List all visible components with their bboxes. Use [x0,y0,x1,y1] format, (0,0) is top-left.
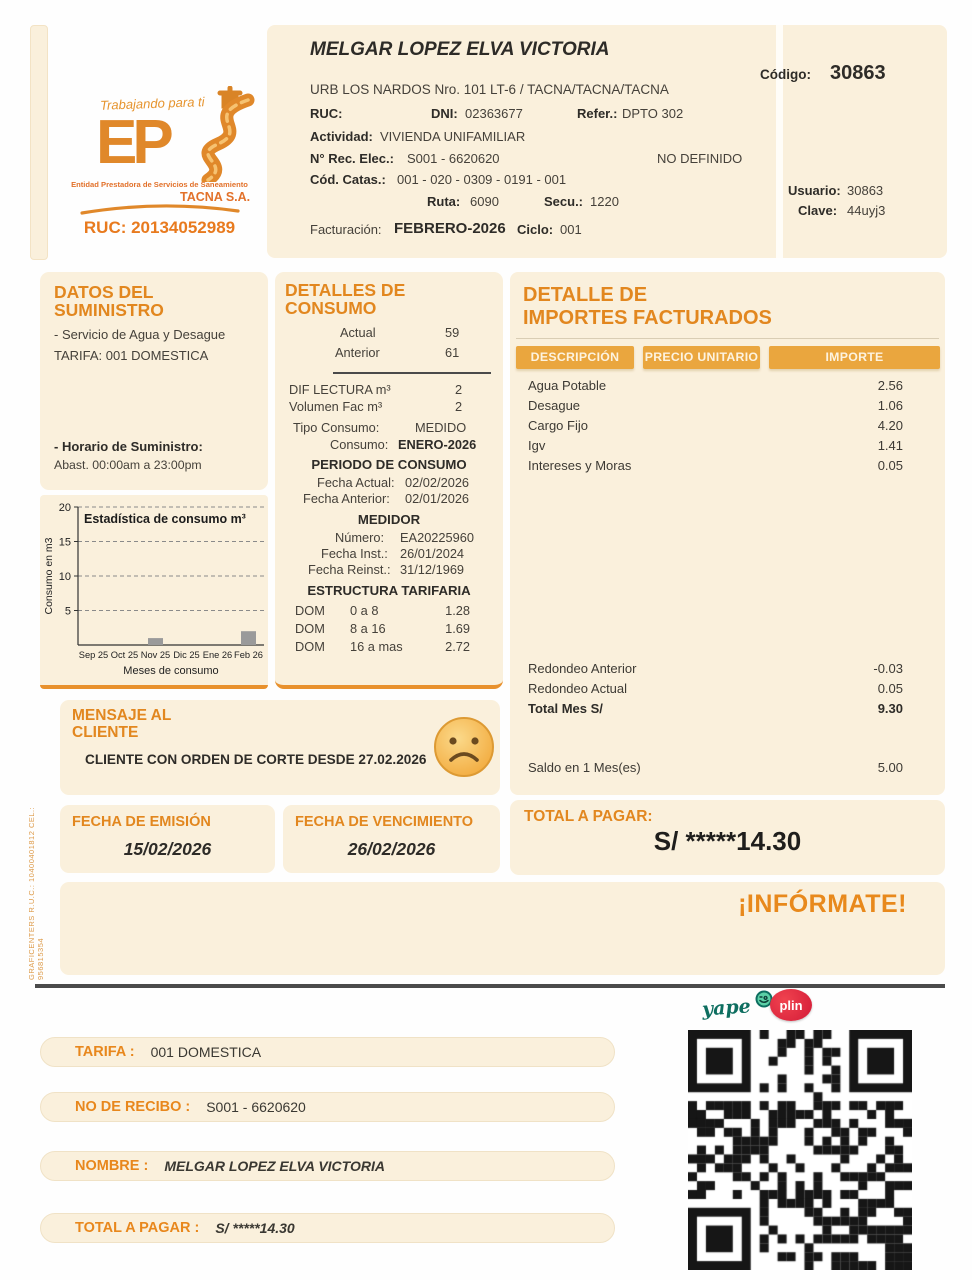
yape-logo [702,990,773,1019]
tipo-consumo-value: MEDIDO [415,420,467,435]
catas-label: Cód. Catas.: [310,172,386,187]
fecha-actual-label: Fecha Actual: [317,475,395,490]
redondeo-anterior-row [510,658,945,678]
tarifa-row [275,639,503,657]
service-address: URB LOS NARDOS Nro. 101 LT-6 / TACNA/TACNA/TACNA [310,82,669,97]
importes-row [510,455,945,475]
tarifa-rango: 16 a mas [350,639,403,654]
mensaje-panel [60,700,500,795]
tarifa-rango: 8 a 16 [350,621,386,636]
consumo-title: DETALLES DE CONSUMO [285,280,406,319]
suministro-panel [40,272,268,490]
sad-face-icon [432,715,496,779]
summary-bar [40,1037,615,1067]
medidor-title: MEDIDOR [357,512,421,527]
actividad-label: Actividad: [310,129,373,144]
svg-text:5: 5 [64,605,71,618]
fecha-anterior-value: 02/01/2026 [405,491,470,506]
dif-value: 2 [455,382,463,397]
dni-label: DNI: [431,106,458,121]
informate-text: ¡INFÓRMATE! [738,890,907,918]
tarifa-row [275,621,503,639]
total-mes-value: 9.30 [877,700,903,716]
edge-strip [30,25,48,260]
estructura-tarifaria-rows [275,603,503,657]
importes-header-row [516,346,940,369]
fecha-vencimiento-value: 26/02/2026 [347,839,436,859]
dni-value: 02363677 [465,106,523,121]
refer-label: Refer.: [577,106,618,121]
redondeo-actual-row [510,678,945,698]
summary-value: 001 DOMESTICA [150,1044,262,1060]
numero-value: EA20225960 [400,530,475,545]
codigo-label: Código: [760,67,811,82]
importe-desc: Igv [528,437,546,453]
printer-credit: GRAFICENTERS R.U.C.: 10400401812 CEL.: 956815354 [27,806,45,980]
codigo-value: 30863 [830,62,886,84]
importes-row [510,395,945,415]
importe-value: 4.20 [877,417,903,433]
tarifa-rango: 0 a 8 [350,603,379,618]
clave-label: Clave: [798,203,838,218]
svg-text:20: 20 [58,502,71,514]
redondeo-anterior-label: Redondeo Anterior [528,660,637,676]
fecha-anterior-label: Fecha Anterior: [303,491,390,506]
fecha-vencimiento-panel [283,805,500,873]
column-header-importe: IMPORTE [769,346,940,369]
summary-label: TOTAL A PAGAR : [75,1220,200,1236]
secu-label: Secu.: [544,194,584,209]
importes-row [510,435,945,455]
importes-rows [510,375,945,475]
logo-underline-swoosh [80,204,240,216]
tipo-consumo-label: Tipo Consumo: [293,420,380,435]
tarifa-precio: 2.72 [445,639,470,654]
logo-company: TACNA S.A. [180,190,251,204]
tarifa-tipo: DOM [295,621,325,636]
usuario-label: Usuario: [788,183,841,198]
road-s-icon [184,86,260,182]
numero-label: Número: [335,530,385,545]
fecha-emision-panel [60,805,275,873]
tarifa-precio: 1.69 [445,621,470,636]
importe-value: 0.05 [877,457,903,473]
mensaje-title-line2: CLIENTE [72,724,139,741]
importe-value: 2.56 [877,377,903,393]
tarifa-tipo: DOM [295,603,325,618]
mensaje-body: CLIENTE CON ORDEN DE CORTE DESDE 27.02.2026 [85,752,427,767]
yape-text: yape [701,995,752,1021]
total-pagar-amount: S/ *****14.30 [653,826,802,856]
summary-bar [40,1213,615,1243]
total-mes-row [510,698,945,718]
actividad-value: VIVIENDA UNIFAMILIAR [380,129,526,144]
importes-title-line1: DETALLE DE [523,284,648,306]
facturacion-value: FEBRERO-2026 [394,220,506,237]
column-header-precio-unitario: PRECIO UNITARIO [643,346,760,369]
horario-value: Abast. 00:00am a 23:00pm [54,458,202,472]
importes-title-line2: IMPORTES FACTURADOS [523,307,772,329]
consumo-mes-value: ENERO-2026 [398,437,477,452]
summary-bar [40,1151,615,1181]
qr-code [688,1030,912,1270]
svg-text:Dic 25: Dic 25 [173,650,200,660]
plin-text: plin [779,997,803,1013]
usuario-value: 30863 [847,183,884,198]
svg-text:Oct 25: Oct 25 [110,650,139,660]
summary-value: S001 - 6620620 [206,1099,306,1115]
fecha-reinst-label: Fecha Reinst.: [308,562,391,577]
summary-label: TARIFA : [75,1044,135,1060]
tarifa-tipo: DOM [295,639,325,654]
saldo-value: 5.00 [877,759,903,775]
logo-tagline: Trabajando para ti [99,94,205,113]
informate-band [60,882,945,975]
anterior-value: 61 [445,345,460,360]
vol-value: 2 [455,399,463,414]
rec-elec-value: S001 - 6620620 [407,151,500,166]
refer-value: DPTO 302 [622,106,684,121]
importe-desc: Desague [528,397,581,413]
importes-panel [510,272,945,795]
svg-text:Estadística de consumo m³: Estadística de consumo m³ [84,512,246,526]
plin-logo [770,989,812,1021]
section-separator [35,984,945,988]
ruc-label: RUC: [310,106,343,121]
suministro-title: DATOS DEL SUMINISTRO [54,282,164,321]
logo-ruc-badge: RUC: 20134052989 [83,218,236,237]
importe-desc: Agua Potable [528,377,607,393]
svg-text:Feb 26: Feb 26 [234,650,263,660]
redondeo-actual-value: 0.05 [877,680,903,696]
total-mes-label: Total Mes S/ [528,700,603,716]
secu-value: 1220 [590,194,619,209]
eps-logo [62,28,257,256]
actual-value: 59 [445,325,460,340]
summary-bar [40,1092,615,1122]
importe-desc: Intereses y Moras [528,457,632,473]
fecha-inst-label: Fecha Inst.: [321,546,388,561]
tarifa-row [275,603,503,621]
redondeo-actual-label: Redondeo Actual [528,680,628,696]
svg-text:Nov 25: Nov 25 [140,650,171,660]
importes-row [510,415,945,435]
fecha-emision-label: FECHA DE EMISIÓN [72,814,211,830]
no-definido: NO DEFINIDO [657,151,743,166]
customer-name: MELGAR LOPEZ ELVA VICTORIA [310,39,610,60]
suministro-item: TARIFA: 001 DOMESTICA [54,348,209,363]
reading-separator-line [333,372,491,374]
consumption-bar-chart [40,495,268,683]
fecha-inst-value: 26/01/2024 [400,546,465,561]
svg-text:Consumo en m3: Consumo en m3 [43,537,55,615]
ciclo-value: 001 [560,222,582,237]
importe-value: 1.06 [877,397,903,413]
ruta-value: 6090 [470,194,499,209]
svg-text:Ene 26: Ene 26 [202,650,233,660]
total-pagar-label: TOTAL A PAGAR: [524,808,653,825]
summary-label: NOMBRE : [75,1158,149,1174]
dif-label: DIF LECTURA m³ [289,382,391,397]
ciclo-label: Ciclo: [517,222,554,237]
estructura-title: ESTRUCTURA TARIFARIA [307,583,471,598]
ruta-label: Ruta: [427,194,461,209]
svg-text:Meses de consumo: Meses de consumo [123,665,219,677]
importe-desc: Cargo Fijo [528,417,588,433]
suministro-item: - Servicio de Agua y Desague [54,327,226,342]
total-pagar-panel [510,800,945,875]
logo-wordmark-ep: EP [96,108,169,177]
fecha-emision-value: 15/02/2026 [123,839,212,859]
fecha-vencimiento-label: FECHA DE VENCIMIENTO [295,814,474,830]
importes-row [510,375,945,395]
header-divider [776,25,783,258]
fecha-actual-value: 02/02/2026 [405,475,470,490]
anterior-label: Anterior [335,345,380,360]
rec-elec-label: N° Rec. Elec.: [310,151,394,166]
svg-text:Sep 25: Sep 25 [78,650,109,660]
importes-title-underline [516,338,939,339]
importe-value: 1.41 [877,437,903,453]
mensaje-title-line1: MENSAJE AL [72,707,172,724]
svg-text:15: 15 [58,536,71,549]
catas-value: 001 - 020 - 0309 - 0191 - 001 [397,172,567,187]
tarifa-precio: 1.28 [445,603,470,618]
svg-text:10: 10 [58,571,71,583]
summary-value: S/ *****14.30 [215,1220,295,1236]
horario-label: - Horario de Suministro: [54,439,203,454]
consumption-chart-panel [40,495,268,689]
periodo-title: PERIODO DE CONSUMO [311,457,467,472]
redondeo-anterior-value: -0.03 [873,660,903,676]
fecha-reinst-value: 31/12/1969 [400,562,465,577]
vol-label: Volumen Fac m³ [289,399,383,414]
column-header-descripcion: DESCRIPCIÓN [516,346,634,369]
header-panel [267,25,947,258]
clave-value: 44uyj3 [847,203,886,218]
summary-value: MELGAR LOPEZ ELVA VICTORIA [164,1158,385,1174]
summary-label: NO DE RECIBO : [75,1099,191,1115]
logo-subtitle: Entidad Prestadora de Servicios de Saneamiento [71,180,248,189]
saldo-label: Saldo en 1 Mes(es) [528,759,641,775]
facturacion-label: Facturación: [310,222,382,237]
actual-label: Actual [340,325,376,340]
consumo-mes-label: Consumo: [330,437,389,452]
saldo-row [510,757,945,777]
consumo-panel [275,272,503,689]
